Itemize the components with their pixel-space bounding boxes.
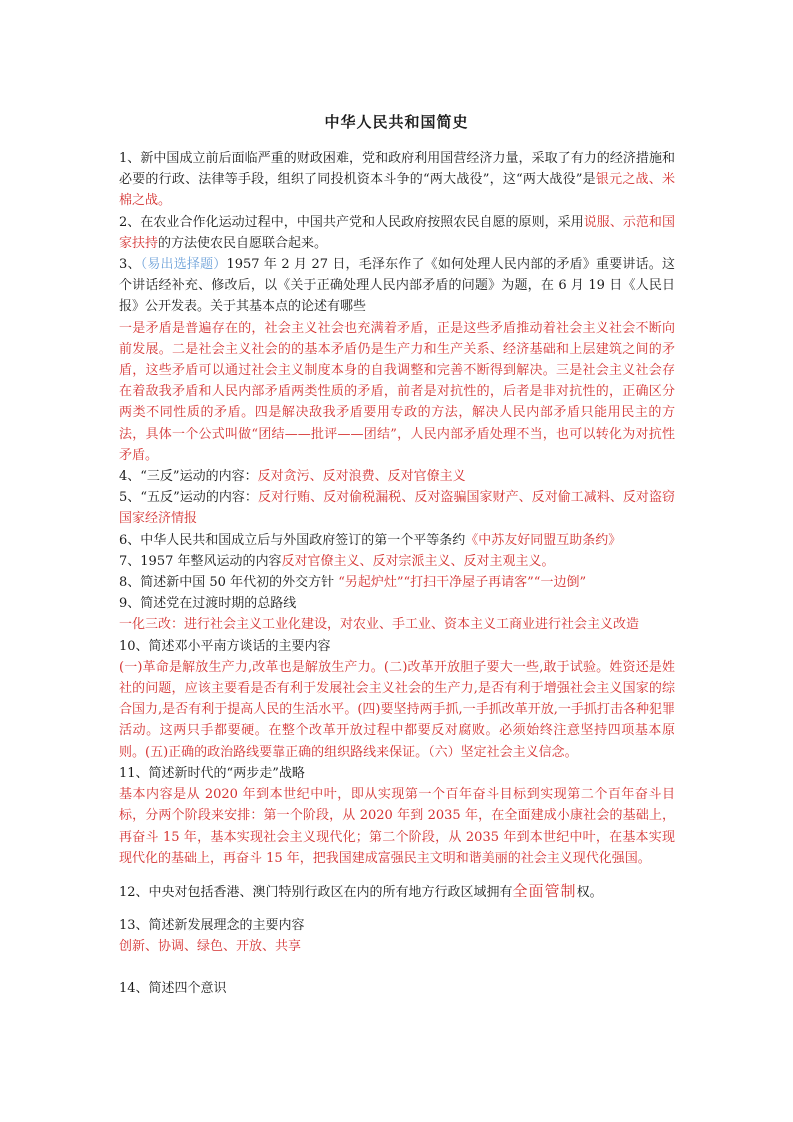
question-2-text: 2、在农业合作化运动过程中，中国共产党和人民政府按照农民自愿的原则，采用 (119, 214, 584, 230)
question-1 (119, 148, 675, 212)
question-6-text: 6、中华人民共和国成立后与外国政府签订的第一个平等条约 (119, 532, 466, 548)
question-12-answer: 全面管制 (512, 881, 577, 900)
question-10: 10、简述邓小平南方谈话的主要内容 (119, 638, 331, 654)
question-1-text: 1、新中国成立前后面临严重的财政困难，党和政府利用国营经济力量，采取了有力的经济措施和必要的行政、法律等手段，组织了同投机资本斗争的“两大战役”，这“两大战役”是 (119, 151, 675, 188)
question-2-suffix: 的方法使农民自愿联合起来。 (158, 235, 328, 251)
question-5-text: 5、“五反”运动的内容： (119, 490, 258, 506)
question-3-number: 3、 (119, 257, 141, 273)
question-4-answer: 反对贪污、反对浪费、反对官僚主义 (257, 469, 466, 485)
question-5 (119, 487, 675, 529)
question-3 (119, 254, 675, 318)
question-2 (119, 212, 675, 254)
question-3-tag: （易出选择题） (140, 257, 227, 273)
question-8 (119, 572, 675, 593)
question-1-answer: 银元之战、米棉之战。 (119, 172, 675, 209)
document-title: 中华人民共和国简史 (324, 113, 469, 131)
question-11-answer: 基本内容是从 2020 年到本世纪中叶，即从实现第一个百年奋斗目标到实现第二个百年奋斗目标，分两个阶段来安排：第一个阶段，从 2020 年到 2035 年，在全面建成小康社会的基础上，再奋斗 15 年，基本实现社会主义现代化；第二个阶段，从 2035 年到本世纪中叶，在基本实现现代化的基础上，再奋斗 15 年，把我国建成富强民主文明和谐美丽的社会主义现代化强国。 (119, 787, 675, 866)
document-body (119, 148, 675, 999)
question-12 (119, 881, 675, 903)
question-7-text: 7、1957 年整风运动的内容 (119, 553, 282, 569)
question-3-answer: 一是矛盾是普遍存在的，社会主义社会也充满着矛盾，正是这些矛盾推动着社会主义社会不断向前发展。二是社会主义社会的的基本矛盾仍是生产力和生产关系、经济基础和上层建筑之间的矛盾，这些矛盾可以通过社会主义制度本身的自我调整和完善不断得到解决。三是社会主义社会存在着敌我矛盾和人民内部矛盾两类性质的矛盾，前者是对抗性的，后者是非对抗性的，正确区分两类不同性质的矛盾。四是解决敌我矛盾要用专政的方法，解决人民内部矛盾只能用民主的方法，具体一个公式叫做“团结——批评——团结”，人民内部矛盾处理不当，也可以转化为对抗性矛盾。 (119, 320, 675, 463)
question-12-suffix: 权。 (576, 884, 603, 900)
question-9-answer: 一化三改：进行社会主义工业化建设，对农业、手工业、资本主义工商业进行社会主义改造 (119, 617, 640, 633)
question-6-answer: 《中苏友好同盟互助条约》 (465, 532, 622, 548)
question-8-answer: “另起炉灶”“打扫干净屋子再请客”“一边倒” (338, 575, 587, 591)
question-6 (119, 530, 675, 551)
question-2-answer: 说服、示范和国家扶持 (119, 214, 675, 251)
question-7 (119, 551, 675, 572)
question-10-answer: (一)革命是解放生产力,改革也是解放生产力。(二)改革开放胆子要大一些,敢于试验。姓资还是姓社的问题，应该主要看是否有利于发展社会主义社会的生产力,是否有利于增强社会主义国家的综合国力,是否有利于提高人民的生活水平。(四)要坚持两手抓,一手抓改革开放,一手抓打击各种犯罪活动。这两只手都要硬。在整个改革开放过程中都要反对腐败。必须始终注意坚持四项基本原则。(五)正确的政治路线要靠正确的组织路线来保证。（六）坚定社会主义信念。 (119, 659, 675, 760)
question-5-answer: 反对行贿、反对偷税漏税、反对盗骗国家财产、反对偷工减料、反对盗窃国家经济情报 (119, 490, 675, 527)
question-3-text: 1957 年 2 月 27 日，毛泽东作了《如何处理人民内部的矛盾》重要讲话。这个讲话经补充、修改后，以《关于正确处理人民内部矛盾的问题》为题，在 6 月 19 日《人民日报》公开发表。关于其基本点的论述有哪些 (119, 257, 675, 315)
question-12-text: 12、中央对包括香港、澳门特别行政区在内的所有地方行政区域拥有 (119, 884, 513, 900)
question-4 (119, 466, 675, 487)
question-14: 14、简述四个意识 (119, 980, 227, 996)
question-13: 13、简述新发展理念的主要内容 (119, 918, 305, 934)
question-9: 9、简述党在过渡时期的总路线 (119, 596, 297, 612)
question-8-text: 8、简述新中国 50 年代初的外交方针 (119, 575, 335, 591)
question-7-answer: 反对官僚主义、反对宗派主义、反对主观主义。 (281, 553, 555, 569)
question-4-text: 4、“三反”运动的内容： (119, 469, 258, 485)
question-11: 11、简述新时代的“两步走”战略 (119, 765, 305, 781)
question-13-answer: 创新、协调、绿色、开放、共享 (119, 939, 302, 955)
